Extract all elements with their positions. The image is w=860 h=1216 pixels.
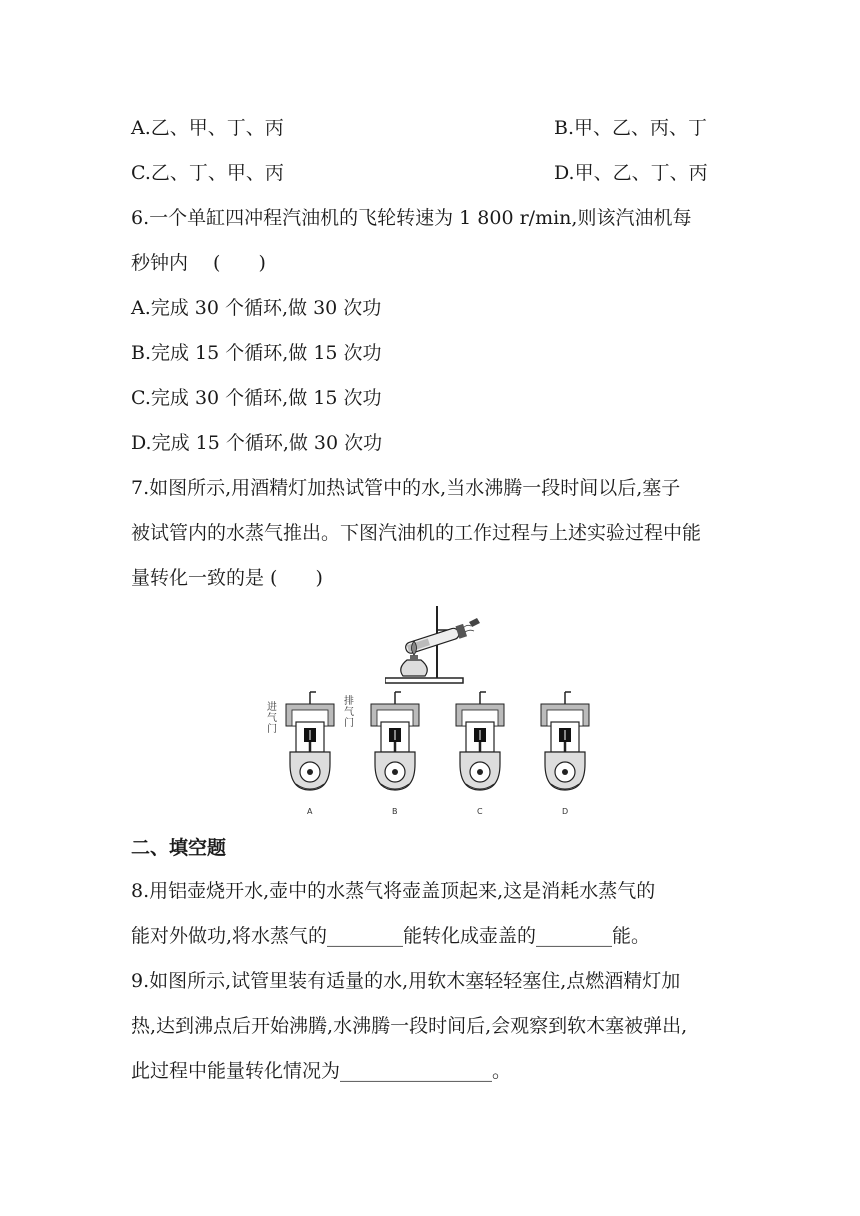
q5-option-a: A.乙、甲、丁、丙 — [131, 117, 284, 139]
q6-stem-line1: 6.一个单缸四冲程汽油机的飞轮转速为 1 800 r/min,则该汽油机每 — [131, 207, 692, 229]
engine-diagram-d — [541, 692, 589, 816]
engine-diagram-c — [456, 692, 504, 816]
intake-valve-label — [267, 700, 277, 735]
q9-stem-line2: 热,达到沸点后开始沸腾,水沸腾一段时间后,会观察到软木塞被弹出, — [131, 1015, 688, 1037]
engine-label-a: A — [307, 807, 313, 816]
exhaust-valve-label — [344, 694, 354, 729]
q7-stem-line2: 被试管内的水蒸气推出。下图汽油机的工作过程与上述实验过程中能 — [131, 522, 702, 544]
engine-label-c: C — [477, 807, 483, 816]
svg-text:进气门: 进气门 — [267, 702, 277, 735]
engine-diagram-a — [286, 692, 334, 816]
q6-option-b: B.完成 15 个循环,做 15 次功 — [131, 342, 382, 364]
q9-stem-line1: 9.如图所示,试管里装有适量的水,用软木塞轻轻塞住,点燃酒精灯加 — [131, 970, 681, 992]
q6-option-d: D.完成 15 个循环,做 30 次功 — [131, 432, 383, 454]
q5-option-c: C.乙、丁、甲、丙 — [131, 162, 284, 184]
q5-option-d: D.甲、乙、丁、丙 — [554, 162, 708, 184]
engine-diagram-b — [371, 692, 419, 816]
test-tube-apparatus-figure — [385, 600, 485, 690]
q7-stem-line1: 7.如图所示,用酒精灯加热试管中的水,当水沸腾一段时间以后,塞子 — [131, 477, 681, 499]
q6-option-a: A.完成 30 个循环,做 30 次功 — [131, 297, 382, 319]
q6-stem-line2: 秒钟内 ( ) — [131, 252, 266, 274]
engine-label-d: D — [562, 807, 569, 816]
q5-option-b: B.甲、乙、丙、丁 — [554, 117, 708, 139]
q8-stem-line2: 能对外做功,将水蒸气的________能转化成壶盖的________能。 — [131, 925, 651, 947]
engine-label-b: B — [392, 807, 398, 816]
q9-stem-line3: 此过程中能量转化情况为________________。 — [131, 1060, 512, 1082]
q8-stem-line1: 8.用铝壶烧开水,壶中的水蒸气将壶盖顶起来,这是消耗水蒸气的 — [131, 880, 656, 902]
svg-text:排气门: 排气门 — [344, 696, 354, 729]
q7-stem-line3: 量转化一致的是 ( ) — [131, 567, 323, 589]
q6-option-c: C.完成 30 个循环,做 15 次功 — [131, 387, 382, 409]
section-title: 二、填空题 — [131, 837, 227, 859]
engine-strokes-figure — [262, 690, 612, 820]
